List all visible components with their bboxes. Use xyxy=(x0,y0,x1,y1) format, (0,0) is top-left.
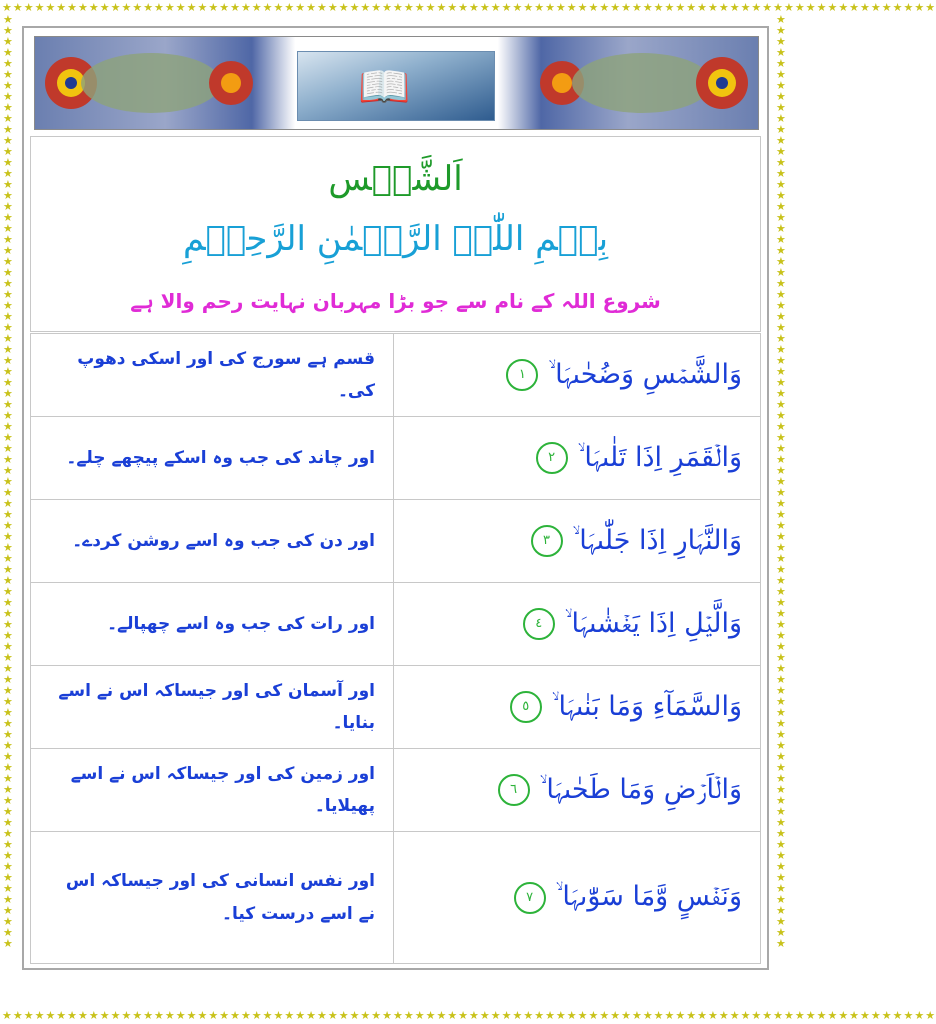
bismillah-arabic: بِسۡمِ اللّٰہِ الرَّحۡمٰنِ الرَّحِیۡمِ xyxy=(182,219,609,259)
arabic-text: وَالنَّہَارِ اِذَا جَلّٰىہَا ۙ xyxy=(572,524,742,556)
urdu-translation: اور دن کی جب وہ اسے روشن کردے۔ xyxy=(31,500,394,583)
ayah-number-icon: ٢ xyxy=(536,442,568,474)
arabic-text: وَالۡاَرۡضِ وَمَا طَحٰىہَا ۙ xyxy=(539,773,742,805)
arabic-verse xyxy=(394,334,761,417)
urdu-translation: اور رات کی جب وہ اسے چھپالے۔ xyxy=(31,583,394,666)
star-border-left: ★★★★★★★★★★★★★★★★★★★★★★★★★★★★★★★★★★★★★★★★★★★★★★★★★★★★★★★★★★★★★★★★★★★★★★★★★★★★★★★★★★★★★ xyxy=(3,13,14,950)
ayah-number-icon: ٧ xyxy=(514,882,546,914)
verse-row xyxy=(31,583,761,666)
ayah-number-icon: ٥ xyxy=(510,691,542,723)
header-banner xyxy=(34,36,759,130)
arabic-text: وَنَفۡسٍ وَّمَا سَوّٰىہَا ۙ xyxy=(555,881,742,913)
surah-header xyxy=(30,136,761,332)
book-icon: 📖 xyxy=(358,62,411,111)
star-border-top: ★★★★★★★★★★★★★★★★★★★★★★★★★★★★★★★★★★★★★★★★★★★★★★★★★★★★★★★★★★★★★★★★★★★★★★★★★★★★★★★★★★★★★★ xyxy=(2,1,936,14)
arabic-verse xyxy=(394,417,761,500)
ayah-number-icon: ٦ xyxy=(498,774,530,806)
arabic-text: وَالشَّمۡسِ وَضُحٰىہَا ۙ xyxy=(548,358,742,390)
urdu-translation: اور نفس انسانی کی اور جیساکہ اس نے اسے درست کیا۔ xyxy=(31,832,394,964)
urdu-translation: قسم ہے سورج کی اور اسکی دھوپ کی۔ xyxy=(31,334,394,417)
arabic-text: وَالَّیۡلِ اِذَا یَغۡشٰىہَا ۙ xyxy=(564,607,742,639)
arabic-text: وَالۡقَمَرِ اِذَا تَلٰىہَا ۙ xyxy=(577,441,742,473)
bismillah-urdu: شروع اللہ کے نام سے جو بڑا مہربان نہایت رحم والا ہے xyxy=(130,289,661,313)
arabic-text: وَالسَّمَآءِ وَمَا بَنٰىہَا ۙ xyxy=(551,690,742,722)
arabic-verse xyxy=(394,832,761,964)
ayah-number-icon: ٣ xyxy=(531,525,563,557)
urdu-translation: اور زمین کی اور جیساکہ اس نے اسے پھیلایا۔ xyxy=(31,749,394,832)
floral-ornament-left xyxy=(41,43,261,123)
floral-ornament-right xyxy=(532,43,752,123)
verse-row xyxy=(31,666,761,749)
ayah-number-icon: ٤ xyxy=(523,608,555,640)
verses-table xyxy=(30,333,761,964)
verse-row xyxy=(31,749,761,832)
verse-row xyxy=(31,832,761,964)
arabic-verse xyxy=(394,583,761,666)
urdu-translation: اور آسمان کی اور جیساکہ اس نے اسے بنایا۔ xyxy=(31,666,394,749)
verse-row xyxy=(31,500,761,583)
urdu-translation: اور چاند کی جب وہ اسکے پیچھے چلے۔ xyxy=(31,417,394,500)
star-border-right: ★★★★★★★★★★★★★★★★★★★★★★★★★★★★★★★★★★★★★★★★★★★★★★★★★★★★★★★★★★★★★★★★★★★★★★★★★★★★★★★★★★★★★ xyxy=(776,13,787,950)
surah-title: اَلشَّمۡس xyxy=(328,159,463,199)
verse-row xyxy=(31,417,761,500)
star-border-bottom: ★★★★★★★★★★★★★★★★★★★★★★★★★★★★★★★★★★★★★★★★★★★★★★★★★★★★★★★★★★★★★★★★★★★★★★★★★★★★★★★★★★★★★★ xyxy=(2,1009,936,1022)
arabic-verse xyxy=(394,500,761,583)
verse-row xyxy=(31,334,761,417)
quran-book-image xyxy=(297,51,495,121)
ayah-number-icon: ١ xyxy=(506,359,538,391)
arabic-verse xyxy=(394,666,761,749)
page-frame xyxy=(22,26,769,970)
arabic-verse xyxy=(394,749,761,832)
